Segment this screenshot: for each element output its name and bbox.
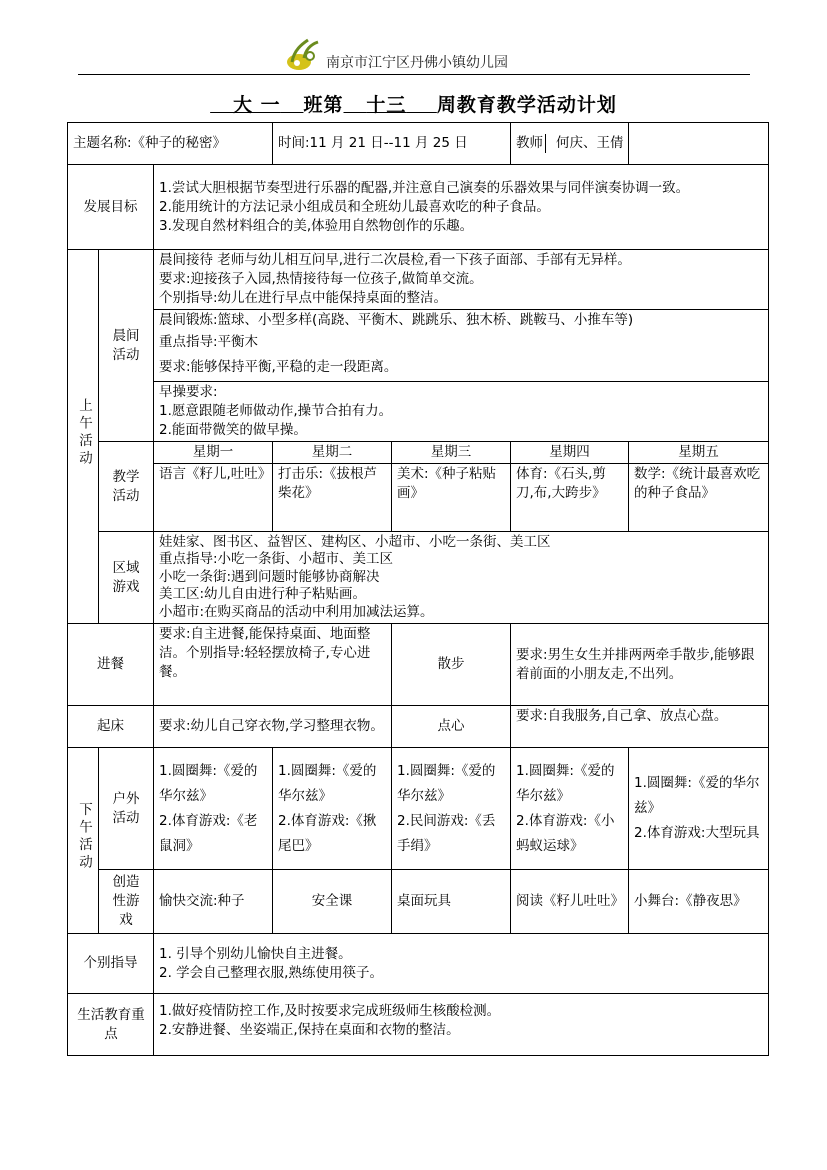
life-line: 1.做好疫情防控工作,及时按要求完成班级师生核酸检测。 [159, 1003, 501, 1019]
outdoor-line: 2.体育游戏:大型玩具 [634, 825, 760, 841]
info-row [68, 123, 769, 165]
outdoor-fri [629, 748, 769, 870]
area-content [154, 532, 769, 624]
goals-content [154, 165, 769, 250]
creative-row [68, 870, 769, 934]
teaching-thu: 体育:《石头,剪刀,布,大跨步》 [511, 464, 629, 532]
individual-line: 2. 学会自己整理衣服,熟练使用筷子。 [159, 964, 383, 981]
wake-content: 要求:幼儿自己穿衣物,学习整理衣物。 [154, 706, 392, 748]
snack-label: 点心 [392, 706, 511, 748]
exercise-line: 晨间锻炼:篮球、小型多样(高跷、平衡木、跳跳乐、独木桥、跳鞍马、小推车等) [159, 312, 634, 328]
outdoor-line: 1.圆圈舞:《爱的华尔兹》 [397, 762, 496, 804]
weekday-thu: 星期四 [511, 442, 629, 464]
creative-wed: 桌面玩具 [392, 870, 511, 934]
exercise-line: 重点指导:平衡木 [159, 334, 259, 350]
goal-item: 3.发现自然材料组合的美,体验用自然物创作的乐趣。 [159, 217, 474, 234]
outdoor-line: 2.体育游戏:《揪尾巴》 [278, 812, 377, 854]
outdoor-line: 2.体育游戏:《小蚂蚁运球》 [516, 812, 615, 854]
area-line: 重点指导:小吃一条街、小超市、美工区 [159, 551, 394, 568]
area-line: 小超市:在购买商品的活动中利用加减法运算。 [159, 603, 434, 620]
outdoor-line: 1.圆圈舞:《爱的华尔兹》 [278, 762, 377, 804]
outdoor-wed [392, 748, 511, 870]
creative-mon: 愉快交流:种子 [154, 870, 273, 934]
creative-tue: 安全课 [273, 870, 392, 934]
outdoor-line: 2.民间游戏:《丢手绢》 [397, 812, 496, 854]
outdoor-mon [154, 748, 273, 870]
individual-line: 1. 引导个别幼儿愉快自主进餐。 [159, 945, 352, 962]
area-line: 娃娃家、图书区、益智区、建构区、小超市、小吃一条街、美工区 [159, 533, 551, 550]
outdoor-line: 1.圆圈舞:《爱的华尔兹》 [516, 762, 615, 804]
page-title [0, 90, 827, 117]
wake-label: 起床 [68, 706, 154, 748]
teaching-label-text: 教学活动 [112, 468, 140, 504]
reception-line: 要求:迎接孩子入园,热情接待每一位孩子,做简单交流。 [159, 271, 483, 287]
area-game-row [68, 532, 769, 624]
meal-label: 进餐 [68, 624, 154, 706]
weekday-mon: 星期一 [154, 442, 273, 464]
weekday-fri: 星期五 [629, 442, 769, 464]
goal-item: 2.能用统计的方法记录小组成员和全班幼儿最喜欢吃的种子食品。 [159, 198, 550, 215]
creative-fri: 小舞台:《静夜思》 [629, 870, 769, 934]
outdoor-line: 2.体育游戏:《老鼠洞》 [159, 812, 258, 854]
life-label [68, 994, 154, 1056]
meal-content: 要求:自主进餐,能保持桌面、地面整洁。个别指导:轻轻摆放椅子,专心进餐。 [154, 624, 392, 706]
teacher-names: 何庆、王倩 [545, 134, 628, 153]
goals-row [68, 165, 769, 250]
school-name: 南京市江宁区丹佛小镇幼儿园 [326, 55, 508, 71]
kindergarten-logo-icon [284, 36, 322, 72]
walk-label: 散步 [392, 624, 511, 706]
exercise-block [154, 310, 768, 382]
individual-row [68, 934, 769, 994]
life-line: 2.安静进餐、坐姿端正,保持在桌面和衣物的整洁。 [159, 1022, 460, 1038]
life-label-text: 生活教育重点 [77, 1006, 145, 1042]
teacher-spacer [629, 123, 769, 165]
life-row [68, 994, 769, 1056]
wake-row [68, 706, 769, 748]
afternoon-label-text: 下午活动 [76, 802, 92, 872]
teaching-row [68, 464, 769, 532]
morning-activity-label [99, 250, 154, 442]
exercise-line: 要求:能够保持平衡,平稳的走一段距离。 [159, 359, 398, 375]
walk-content: 要求:男生女生并排两两牵手散步,能够跟着前面的小朋友走,不出列。 [511, 624, 769, 706]
time-cell: 时间:11 月 21 日--11 月 25 日 [273, 123, 511, 165]
reception-block [154, 250, 768, 310]
morning-label-text: 上午活动 [76, 398, 92, 468]
snack-content: 要求:自我服务,自己拿、放点心盘。 [511, 706, 769, 748]
drill-block [154, 382, 768, 441]
class-name: 大 一 [233, 94, 281, 116]
area-label-text: 区域游戏 [112, 559, 140, 595]
drill-line: 2.能面带微笑的做早操。 [159, 422, 307, 438]
teaching-wed: 美术:《种子粘贴画》 [392, 464, 511, 532]
life-content [154, 994, 769, 1056]
class-suffix: 班第 [303, 94, 344, 116]
afternoon-section-label [68, 748, 99, 934]
morning-activity-label-text: 晨间活动 [112, 327, 140, 363]
week-number: 十三 [366, 94, 407, 116]
morning-activity-row [68, 250, 769, 442]
individual-label: 个别指导 [68, 934, 154, 994]
teaching-fri: 数学:《统计最喜欢吃的种子食品》 [629, 464, 769, 532]
outdoor-row [68, 748, 769, 870]
outdoor-line: 1.圆圈舞:《爱的华尔兹》 [634, 775, 760, 816]
creative-label [99, 870, 154, 934]
creative-thu: 阅读《籽儿吐吐》 [511, 870, 629, 934]
morning-activity-content [154, 250, 769, 442]
meal-row [68, 624, 769, 706]
title-rest: 周教育教学活动计划 [436, 94, 617, 116]
teaching-tue: 打击乐:《拔根芦柴花》 [273, 464, 392, 532]
teaching-label [99, 442, 154, 532]
drill-line: 1.愿意跟随老师做动作,操节合拍有力。 [159, 403, 393, 419]
teacher-label [511, 123, 629, 165]
goals-label: 发展目标 [68, 165, 154, 250]
page-header [0, 30, 827, 76]
outdoor-label [99, 748, 154, 870]
theme-cell: 主题名称:《种子的秘密》 [68, 123, 273, 165]
morning-section-label [68, 250, 99, 624]
weekday-wed: 星期三 [392, 442, 511, 464]
area-line: 小吃一条街:遇到问题时能够协商解决 [159, 568, 380, 585]
weekly-plan-table [67, 122, 769, 1056]
weekday-tue: 星期二 [273, 442, 392, 464]
area-label [99, 532, 154, 624]
drill-line: 早操要求: [159, 384, 218, 400]
area-line: 美工区:幼儿自由进行种子粘贴画。 [159, 586, 367, 603]
weekday-header-row [68, 442, 769, 464]
header-divider [78, 74, 750, 75]
reception-line: 晨间接待 老师与幼儿相互问早,进行二次晨检,看一下孩子面部、手部有无异样。 [159, 252, 631, 268]
creative-label-text: 创造性游戏 [112, 874, 140, 928]
teaching-mon: 语言《籽儿,吐吐》 [154, 464, 273, 532]
teacher-label-text: 教师 [516, 135, 544, 151]
outdoor-label-text: 户外活动 [112, 790, 140, 826]
outdoor-line: 1.圆圈舞:《爱的华尔兹》 [159, 762, 258, 804]
reception-line: 个别指导:幼儿在进行早点中能保持桌面的整洁。 [159, 290, 448, 306]
outdoor-tue [273, 748, 392, 870]
goal-item: 1.尝试大胆根据节奏型进行乐器的配器,并注意自己演奏的乐器效果与同伴演奏协调一致。 [159, 179, 690, 196]
outdoor-thu [511, 748, 629, 870]
individual-content [154, 934, 769, 994]
